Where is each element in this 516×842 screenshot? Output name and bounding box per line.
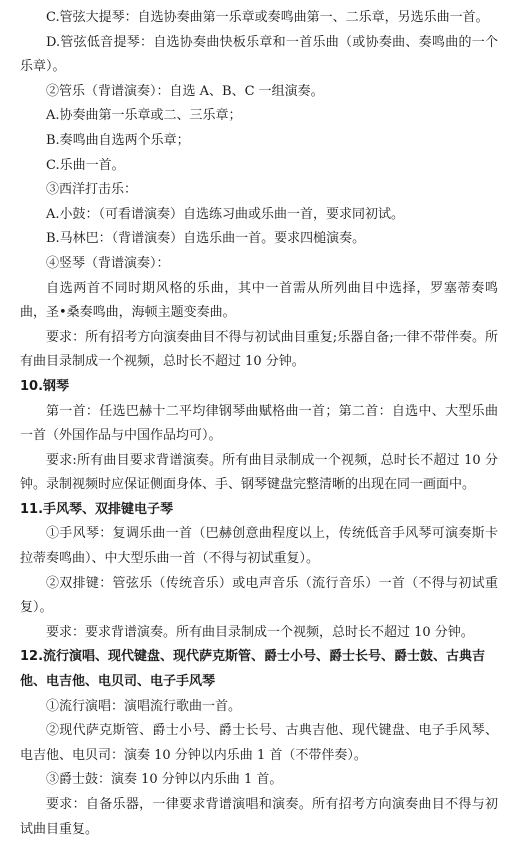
- text-line: A.协奏曲第一乐章或二、三乐章；: [46, 108, 242, 124]
- text-line: A.小鼓：（可看谱演奏）自选练习曲或乐曲一首，要求同初试。: [46, 206, 405, 222]
- text-paragraph: ②现代萨克斯管、爵士小号、爵士长号、古典吉他、现代键盘、电子手风琴、电吉他、电贝司：演奏 10 分钟以内乐曲 1 首（不带伴奏）。: [20, 723, 498, 763]
- section-heading-piano: 10.钢琴: [20, 378, 70, 394]
- text-line: ③西洋打击乐：: [46, 182, 138, 198]
- text-paragraph: 第一首：任选巴赫十二平均律钢琴曲赋格曲一首；第二首：自选中、大型乐曲一首（外国作品与中国作品均可）。: [20, 403, 498, 444]
- text-paragraph: D.管弦低音提琴：自选协奏曲快板乐章和一首乐曲（或协奏曲、奏鸣曲的一个乐章）。: [20, 34, 498, 75]
- text-line: ④竖琴（背谱演奏）：: [46, 255, 170, 271]
- requirements-paragraph: 要求：要求背谱演奏。所有曲目录制成一个视频，总时长不超过 10 分钟。: [46, 624, 474, 640]
- text-line: C.乐曲一首。: [46, 157, 125, 173]
- text-paragraph: ②双排键：管弦乐（传统音乐）或电声音乐（流行音乐）一首（不得与初试重复）。: [20, 575, 498, 616]
- section-heading-popular-music: 12.流行演唱、现代键盘、现代萨克斯管、爵士小号、爵士长号、爵士鼓、古典吉他、电吉他、电贝司、电子手风琴: [20, 649, 486, 690]
- text-paragraph: ①流行演唱：演唱流行歌曲一首。: [46, 698, 242, 714]
- text-line: B.马林巴：（背谱演奏）自选乐曲一首。要求四槌演奏。: [46, 231, 366, 247]
- section-heading-accordion-keyboard: 11.手风琴、双排键电子琴: [20, 501, 174, 517]
- text-line: C.管弦大提琴：自选协奏曲第一乐章或奏鸣曲第一、二乐章，另选乐曲一首。: [46, 10, 489, 25]
- requirements-paragraph: 要求:所有曲目要求背谱演奏。所有曲目录制成一个视频，总时长不超过 10 分钟。录制视频时应保证侧面身体、手、钢琴键盘完整清晰的出现在同一画面中。: [20, 452, 498, 493]
- text-paragraph: ③爵士鼓：演奏 10 分钟以内乐曲 1 首。: [46, 772, 283, 788]
- text-line: B.奏鸣曲自选两个乐章；: [46, 132, 190, 148]
- text-paragraph: ①手风琴：复调乐曲一首（巴赫创意曲程度以上，传统低音手风琴可演奏斯卡拉蒂奏鸣曲）、中大型乐曲一首（不得与初试重复）。: [20, 526, 498, 567]
- requirements-paragraph: 要求：自备乐器，一律要求背谱演唱和演奏。所有招考方向演奏曲目不得与初试曲目重复。: [20, 797, 498, 837]
- text-paragraph: 自选两首不同时期风格的乐曲，其中一首需从所列曲目中选择，罗塞蒂奏鸣曲，圣•桑奏鸣曲，海顿主题变奏曲。: [20, 280, 498, 321]
- requirements-paragraph: 要求：所有招考方向演奏曲目不得与初试曲目重复;乐器自备;一律不带伴奏。所有曲目录制成一个视频，总时长不超过 10 分钟。: [20, 329, 498, 370]
- text-line: ②管乐（背谱演奏）：自选 A、B、C 一组演奏。: [46, 83, 324, 99]
